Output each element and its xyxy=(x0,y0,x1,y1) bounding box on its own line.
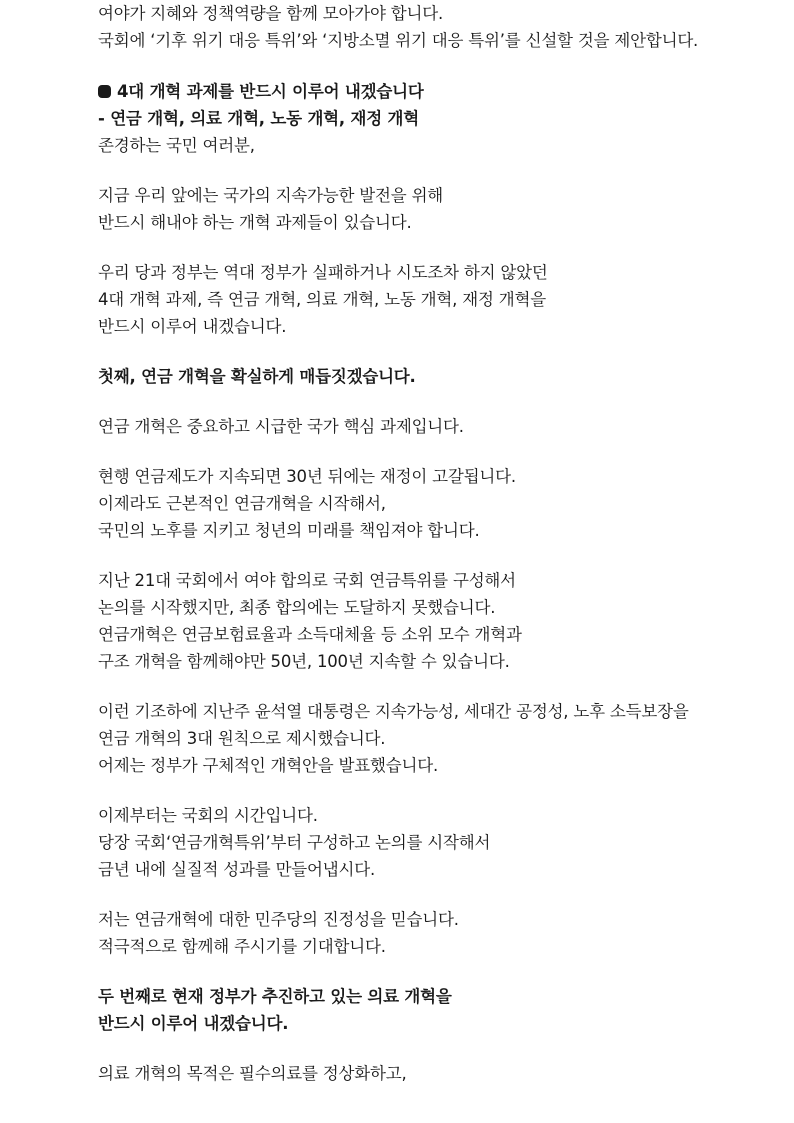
intro-paragraph xyxy=(98,0,758,54)
subsection-heading-pension: 첫째, 연금 개혁을 확실하게 매듭짓겠습니다. xyxy=(98,367,416,386)
paragraph xyxy=(98,906,758,960)
paragraph xyxy=(98,1060,758,1087)
text-line: 반드시 이루어 내겠습니다. xyxy=(98,317,287,336)
document-page xyxy=(98,0,758,1087)
paragraph xyxy=(98,413,758,440)
text-line: 국회에 ‘기후 위기 대응 특위’와 ‘지방소멸 위기 대응 특위’를 신설할 것을 제안합니다. xyxy=(98,31,699,50)
text-line: 두 번째로 현재 정부가 추진하고 있는 의료 개혁을 xyxy=(98,987,452,1006)
text-line: 저는 연금개혁에 대한 민주당의 진정성을 믿습니다. xyxy=(98,910,459,929)
text-line: 지금 우리 앞에는 국가의 지속가능한 발전을 위해 xyxy=(98,186,444,205)
text-line: 논의를 시작했지만, 최종 합의에는 도달하지 못했습니다. xyxy=(98,598,496,617)
paragraph xyxy=(98,698,758,779)
text-line: 금년 내에 실질적 성과를 만들어냅시다. xyxy=(98,860,376,879)
paragraph xyxy=(98,802,758,883)
text-line: 연금 개혁은 중요하고 시급한 국가 핵심 과제입니다. xyxy=(98,417,464,436)
text-line: 반드시 해내야 하는 개혁 과제들이 있습니다. xyxy=(98,213,412,232)
text-line: 이런 기조하에 지난주 윤석열 대통령은 지속가능성, 세대간 공정성, 노후 소득보장을 xyxy=(98,702,689,721)
section-heading-title: 4대 개혁 과제를 반드시 이루어 내겠습니다 xyxy=(98,78,758,105)
section-heading xyxy=(98,78,758,132)
section-heading-subtitle: - 연금 개혁, 의료 개혁, 노동 개혁, 재정 개혁 xyxy=(98,109,420,128)
paragraph xyxy=(98,567,758,675)
text-line: 연금 개혁의 3대 원칙으로 제시했습니다. xyxy=(98,729,386,748)
text-line: 이제부터는 국회의 시간입니다. xyxy=(98,806,318,825)
paragraph xyxy=(98,132,758,159)
text-line: 연금개혁은 연금보험료율과 소득대체율 등 소위 모수 개혁과 xyxy=(98,625,522,644)
text-line: 구조 개혁을 함께해야만 50년, 100년 지속할 수 있습니다. xyxy=(98,652,510,671)
paragraph xyxy=(98,182,758,236)
paragraph xyxy=(98,259,758,340)
text-line: 의료 개혁의 목적은 필수의료를 정상화하고, xyxy=(98,1064,407,1083)
text-line: 당장 국회‘연금개혁특위’부터 구성하고 논의를 시작해서 xyxy=(98,833,491,852)
text-line: 적극적으로 함께해 주시기를 기대합니다. xyxy=(98,937,386,956)
text-line: 어제는 정부가 구체적인 개혁안을 발표했습니다. xyxy=(98,756,439,775)
square-bullet-icon xyxy=(98,85,111,98)
subsection-heading-medical xyxy=(98,983,758,1037)
text-line: 지난 21대 국회에서 여야 합의로 국회 연금특위를 구성해서 xyxy=(98,571,516,590)
text-line: 반드시 이루어 내겠습니다. xyxy=(98,1014,289,1033)
text-line: 이제라도 근본적인 연금개혁을 시작해서, xyxy=(98,494,386,513)
text-line: 존경하는 국민 여러분, xyxy=(98,136,255,155)
text-line: 우리 당과 정부는 역대 정부가 실패하거나 시도조차 하지 않았던 xyxy=(98,263,548,282)
text-line: 국민의 노후를 지키고 청년의 미래를 책임져야 합니다. xyxy=(98,521,480,540)
text-line: 여야가 지혜와 정책역량을 함께 모아가야 합니다. xyxy=(98,4,444,23)
text-line: 현행 연금제도가 지속되면 30년 뒤에는 재정이 고갈됩니다. xyxy=(98,467,516,486)
paragraph xyxy=(98,463,758,544)
text-line: 4대 개혁 과제, 즉 연금 개혁, 의료 개혁, 노동 개혁, 재정 개혁을 xyxy=(98,290,546,309)
